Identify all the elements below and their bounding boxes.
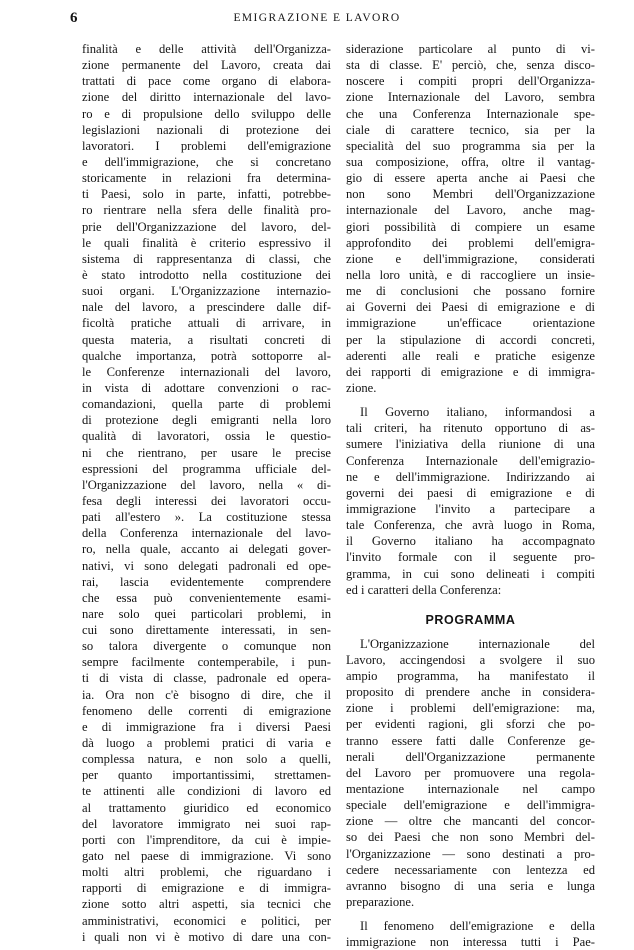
text-line: ai Governi dei Paesi di emigrazione e di bbox=[346, 300, 595, 315]
text-line: zione e dell'immigrazione, considerati bbox=[346, 251, 595, 266]
text-line: legislazioni nazionali di protezione dei bbox=[82, 122, 331, 137]
text-line: Il Governo italiano, informandosi a bbox=[360, 405, 595, 420]
text-line: per quanto importantissimi, strettamen- bbox=[82, 768, 331, 783]
text-line: il Governo italiano ha accompagnato bbox=[346, 534, 595, 549]
text-line: e dell'immigrazione, che si concretano bbox=[82, 154, 331, 169]
text-line: cui sono direttamente interessati, in sen- bbox=[82, 623, 331, 638]
text-line: della Conferenza internazionale del lavo- bbox=[82, 526, 331, 541]
text-line: ia. Ora non c'è bisogno di dire, che il bbox=[82, 687, 331, 702]
text-line: so talora divergente o comunque non bbox=[82, 639, 331, 654]
text-line: siderazione particolare al punto di vi- bbox=[346, 42, 595, 56]
text-line: approfondito dei problemi dell'emigra- bbox=[346, 235, 595, 250]
text-line: ro, nella quale, accanto ai delegati gover- bbox=[82, 542, 331, 557]
text-line: gato nel paese di immigrazione. Vi sono bbox=[82, 849, 331, 864]
text-line: ed i caratteri della Conferenza: bbox=[346, 582, 502, 597]
text-line: ti di vista di classe, padronale ed opera- bbox=[82, 671, 331, 686]
text-line: i quali non vi è motivo di dare una con- bbox=[82, 929, 331, 944]
text-line: zione permanente del Lavoro, creata dai bbox=[82, 58, 331, 73]
text-line: al trattamento giuridico ed economico bbox=[82, 800, 331, 815]
text-line: comandazioni, quella parte di problemi bbox=[82, 397, 331, 412]
text-line: fenomeno delle correnti di emigrazione bbox=[82, 703, 331, 718]
text-line: L'Organizzazione internazionale del bbox=[360, 636, 595, 651]
text-line: mentazione internazionale nel campo bbox=[346, 782, 595, 797]
text-line: specialità del suo programma sia per la bbox=[346, 138, 595, 153]
text-line: tranno essere fatti dalle Conferenze ge- bbox=[346, 733, 595, 748]
text-line: me di conclusioni che possano fornire bbox=[346, 284, 595, 299]
text-line: le quali finalità è criterio espressivo il bbox=[82, 235, 331, 250]
text-line: del lavoratore immigrato nei suoi rap- bbox=[82, 816, 331, 831]
text-line: nella loro unità, e di raccogliere un insie- bbox=[346, 267, 595, 282]
text-line: cedere necessariamente con lentezza ed bbox=[346, 862, 595, 877]
text-line: immigrazione non interessa tutti i Pae- bbox=[346, 935, 595, 950]
text-line: porti con l'imprenditore, da cui è impie- bbox=[82, 832, 331, 847]
text-line: di protezione degli emigranti nella loro bbox=[82, 413, 331, 428]
text-line: sistema di rappresentanza di classi, che bbox=[82, 251, 331, 266]
text-line: l'Organizzazione del lavoro, nella « di- bbox=[82, 477, 331, 492]
text-line: preparazione. bbox=[346, 895, 415, 910]
text-line: rapporti di emigrazione e di immigra- bbox=[82, 881, 331, 896]
programma-heading: PROGRAMMA bbox=[425, 612, 516, 627]
text-line: finalità e delle attività dell'Organizza- bbox=[82, 42, 331, 56]
text-line: e di immigrazione fra i diversi Paesi bbox=[82, 719, 331, 734]
text-line: amministrativi, economici e politici, per bbox=[82, 913, 331, 928]
text-line: zione — oltre che mancanti del concor- bbox=[346, 814, 595, 829]
text-line: sua composizione, offra, oltre il vantag- bbox=[346, 154, 595, 169]
text-line: nativi, vi sono delegati padronali ed ope- bbox=[82, 558, 331, 573]
text-line: governi dei paesi di emigrazione e di bbox=[346, 485, 595, 500]
text-line: ro rientrare nella sfera delle finalità pro- bbox=[82, 203, 331, 218]
text-line: tale Conferenza, che avrà luogo in Roma, bbox=[346, 518, 595, 533]
text-line: che essa può convenientemente esami- bbox=[82, 590, 331, 605]
page-number: 6 bbox=[70, 10, 78, 26]
left-text-column bbox=[82, 41, 331, 945]
text-line: pati all'estero ». La costituzione stessa bbox=[82, 510, 331, 525]
text-line: prie dell'Organizzazione del lavoro, del- bbox=[82, 219, 331, 234]
text-line: lavoratori. I problemi dell'emigrazione bbox=[82, 138, 331, 153]
text-line: internazionale del Lavoro, anche mag- bbox=[346, 203, 595, 218]
text-line: te attinenti alle condizioni di lavoro ed bbox=[82, 784, 331, 799]
text-line: ro e di propulsione dello sviluppo delle bbox=[82, 106, 331, 121]
running-title: EMIGRAZIONE E LAVORO bbox=[233, 12, 401, 24]
text-line: l'invito formale con il seguente pro- bbox=[346, 550, 595, 565]
text-line: l'Organizzazione — sono destinati a pro- bbox=[346, 846, 595, 861]
text-line: zione del diritto internazionale del lavo- bbox=[82, 90, 331, 105]
text-line: in vista di adottare convenzioni o rac- bbox=[82, 380, 331, 395]
text-line: storicamente in relazioni fra determina- bbox=[82, 171, 331, 186]
text-line: zione i problemi dell'emigrazione: ma, bbox=[346, 701, 595, 716]
paragraph-phenomenon bbox=[346, 918, 595, 950]
text-line: dà luogo a problemi pratici di varia e bbox=[82, 736, 331, 751]
text-line: zione sotto altri aspetti, sia tecnici che bbox=[82, 897, 331, 912]
text-line: nale del lavoro, a prescindere dalle dif- bbox=[82, 300, 331, 315]
right-text-column bbox=[346, 41, 595, 950]
text-line: ni che rientrano, per usare le precise bbox=[82, 445, 331, 460]
text-line: suoi organi. L'Organizzazione internazio- bbox=[82, 284, 331, 299]
text-line: Conferenza Internazionale dell'emigrazio- bbox=[346, 453, 595, 468]
text-line: non sono Membri dell'Organizzazione bbox=[346, 187, 595, 202]
text-line: zione. bbox=[346, 380, 377, 395]
text-line: proposito di prendere anche in considera- bbox=[346, 685, 595, 700]
text-line: che una Conferenza Internazionale spe- bbox=[346, 106, 595, 121]
text-line: immigrazione un'efficace orientazione bbox=[346, 316, 595, 331]
text-line: sta di classe. E' perciò, che, senza disco- bbox=[346, 58, 595, 73]
text-line: qualche importanza, potrà sottoporre al- bbox=[82, 348, 331, 363]
text-line: ne e dell'immigrazione. Indirizzando ai bbox=[346, 469, 595, 484]
text-line: questa materia, a risultati concreti di bbox=[82, 332, 331, 347]
text-line: trattati di pace come organo di elabora- bbox=[82, 74, 331, 89]
text-line: gramma, in cui sono delineati i compiti bbox=[346, 566, 595, 581]
text-line: rai, lascia evidentemente comprendere bbox=[82, 574, 331, 589]
text-line: immigrazione l'invito a partecipare a bbox=[346, 501, 595, 516]
text-line: speciale dell'emigrazione e dell'immigra- bbox=[346, 798, 595, 813]
text-line: del Lavoro per promuovere una regola- bbox=[346, 765, 595, 780]
text-line: ti Paesi, solo in parte, infatti, potrebbe- bbox=[82, 187, 331, 202]
paragraph-programma bbox=[346, 636, 595, 910]
text-line: nerali dell'Organizzazione permanente bbox=[346, 749, 595, 764]
text-line: sumere l'iniziativa della riunione di una bbox=[346, 437, 595, 452]
text-line: per evidenti ragioni, gli sforzi che po- bbox=[346, 717, 595, 732]
text-line: zione Internazionale del Lavoro, sembra bbox=[346, 90, 595, 105]
text-line: nare solo quei particolari problemi, in bbox=[82, 606, 331, 621]
text-line: molti altri problemi, che riguardano i bbox=[82, 865, 331, 880]
text-line: fesa degli interessi dei lavoratori occu- bbox=[82, 493, 331, 508]
text-line: complessa natura, e non solo a quelli, bbox=[82, 752, 331, 767]
text-line: sempre facilmente contemperabile, i pun- bbox=[82, 655, 331, 670]
text-line: ciale di carattere tecnico, sia per la bbox=[346, 122, 595, 137]
text-line: gio di essere aperta anche ai Paesi che bbox=[346, 171, 595, 186]
text-line: le Conferenze internazionali del lavoro, bbox=[82, 364, 331, 379]
text-line: Lavoro, accingendosi a svolgere il suo bbox=[346, 652, 595, 667]
text-line: qualità di lavoratori, ossia le questio- bbox=[82, 429, 331, 444]
text-line: tali criteri, ha ritenuto opportuno di as- bbox=[346, 421, 595, 436]
text-line: Il fenomeno dell'emigrazione e della bbox=[360, 919, 595, 934]
paragraph-criteria bbox=[346, 41, 595, 396]
text-line: ampio programma, ha manifestato il bbox=[346, 669, 595, 684]
text-line: è stato introdotto nella costituzione dei bbox=[82, 267, 331, 282]
text-line: dei rapporti di emigrazione e di immigra- bbox=[346, 364, 595, 379]
page-header bbox=[0, 10, 634, 30]
text-line: per la stipulazione di accordi concreti, bbox=[346, 332, 595, 347]
text-line: aderenti alle reali e pratiche esigenze bbox=[346, 348, 595, 363]
text-line: noscere i compiti propri dell'Organizza- bbox=[346, 74, 595, 89]
text-line: giori possibilità di compiere un esame bbox=[346, 219, 595, 234]
text-line: avranno bisogno di una seria e lunga bbox=[346, 878, 595, 893]
text-line: ficoltà pratiche attuali di arrivare, in bbox=[82, 316, 331, 331]
text-line: so dei Paesi che non sono Membri del- bbox=[346, 830, 595, 845]
paragraph-italian-government bbox=[346, 404, 595, 598]
text-line: espressioni del programma ufficiale del- bbox=[82, 461, 331, 476]
